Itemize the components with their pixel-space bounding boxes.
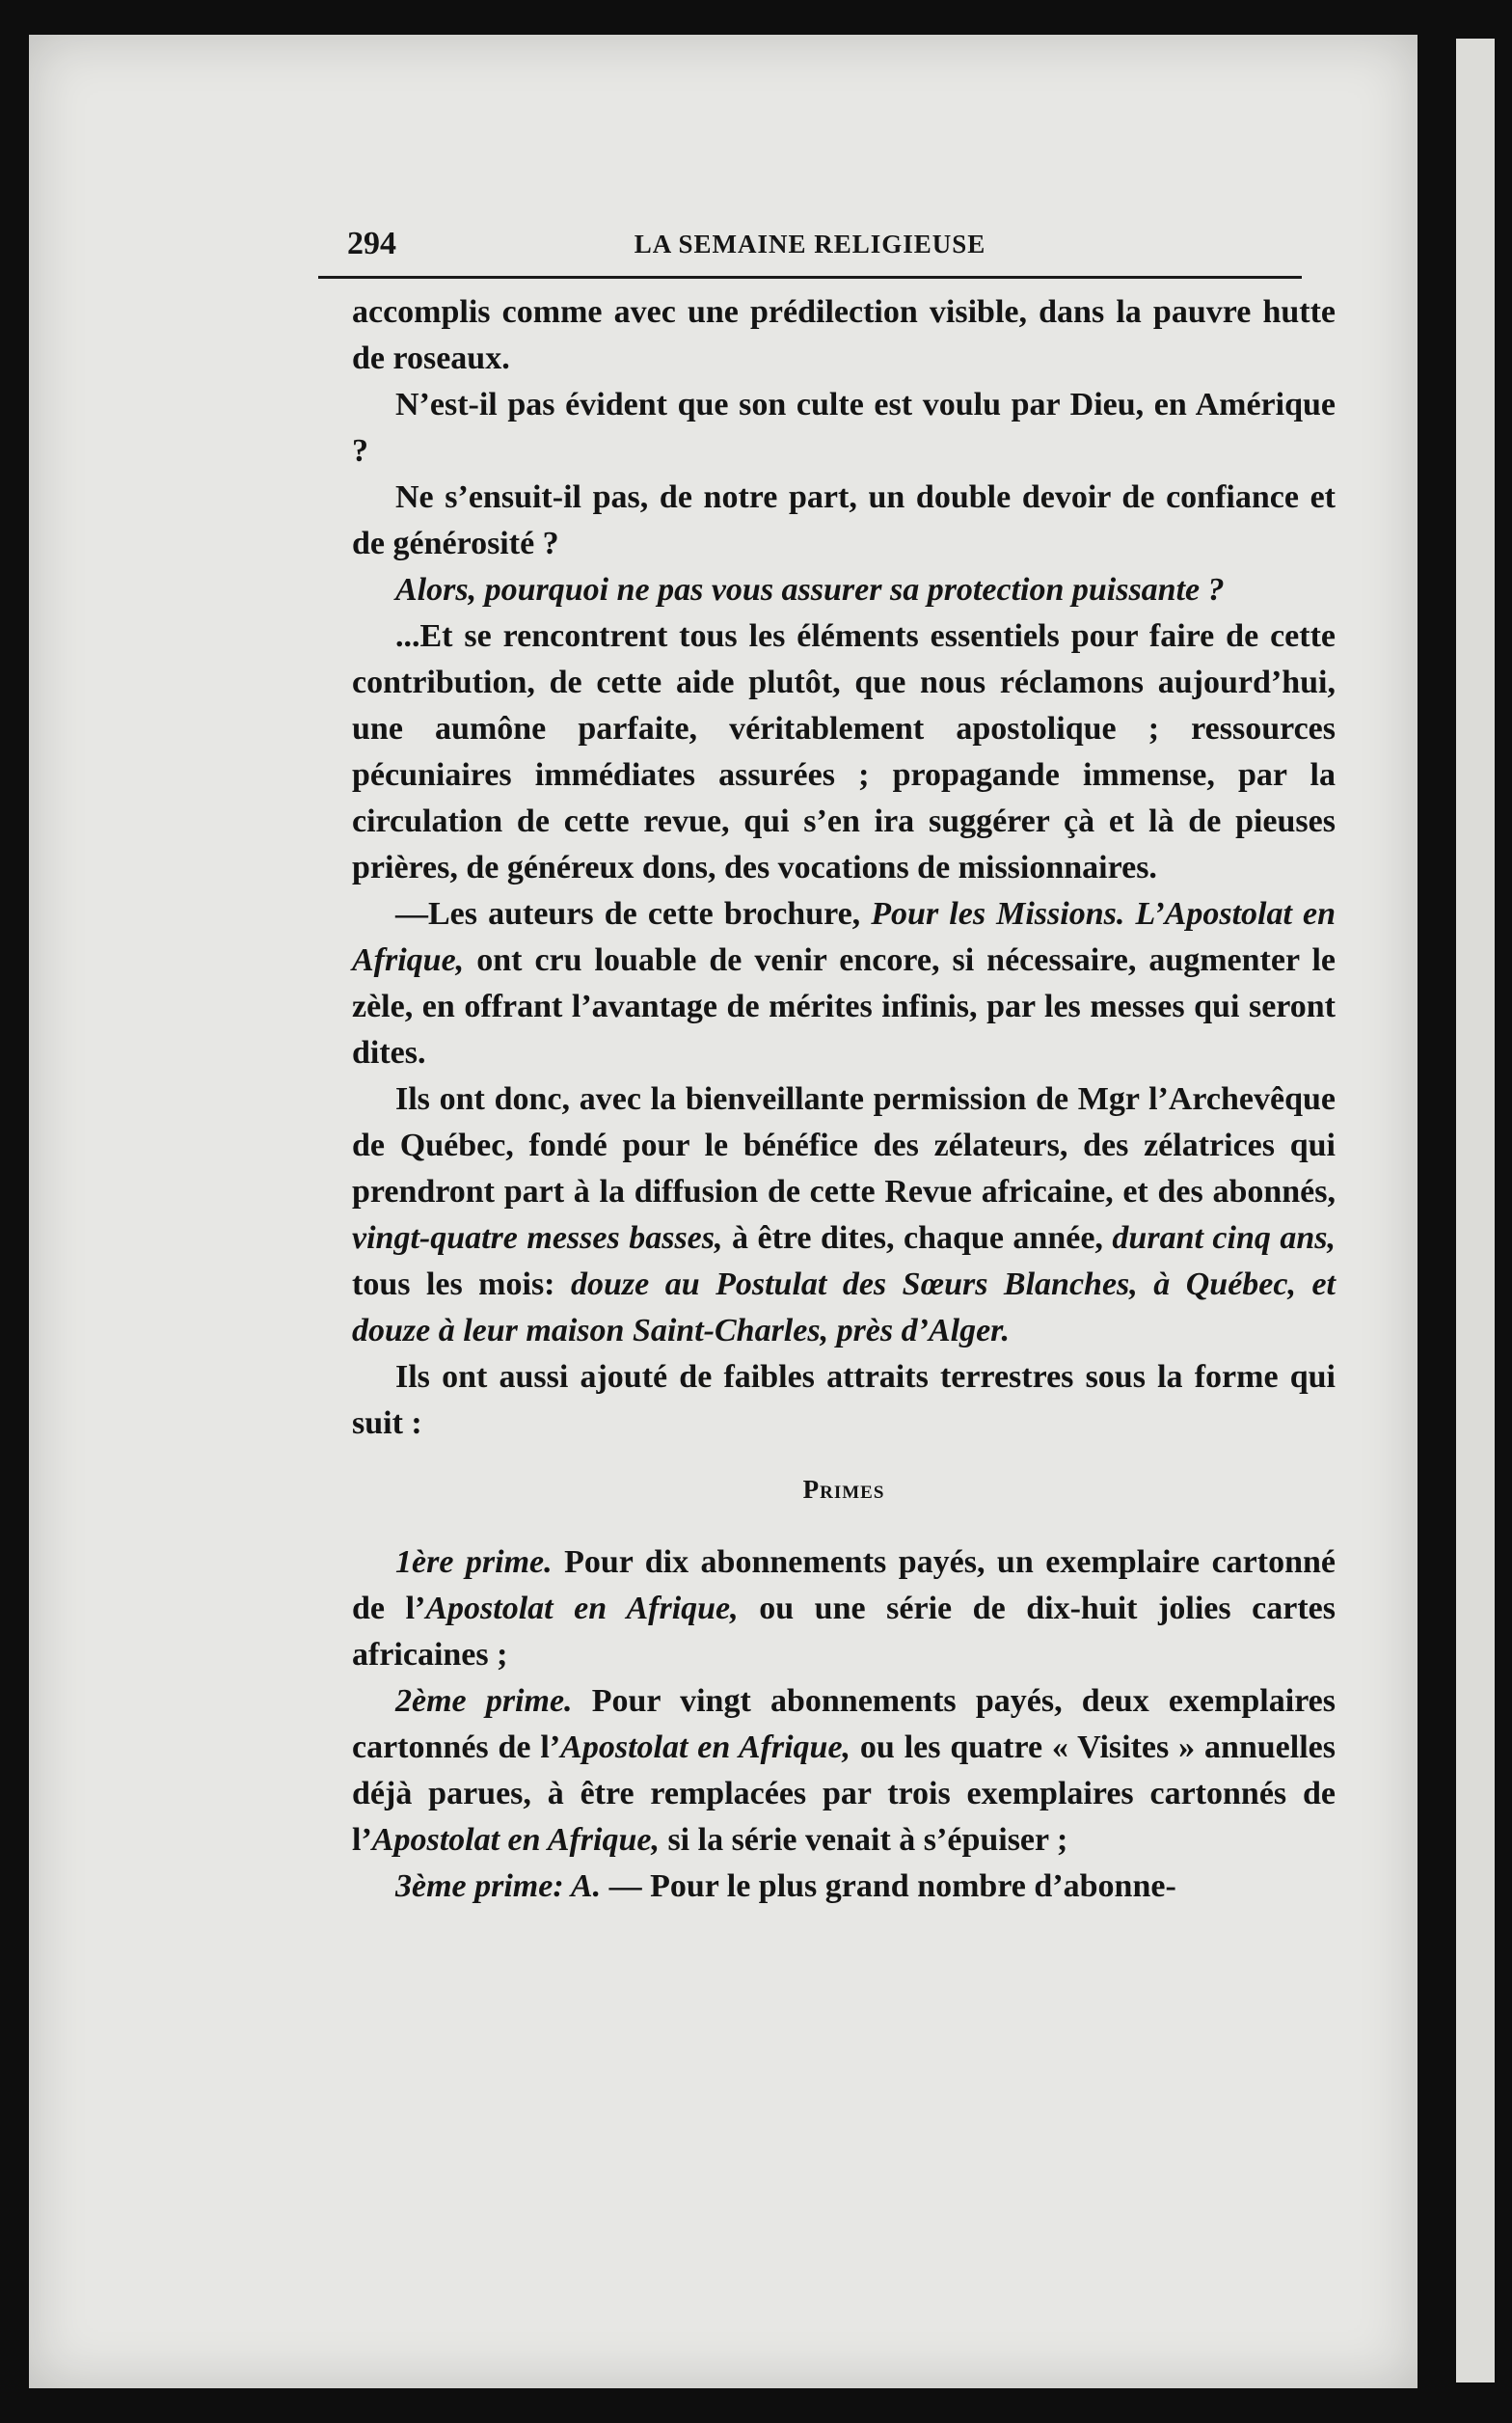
body-text: [352, 289, 1336, 1910]
prime-label: 3ème prime: A.: [395, 1868, 602, 1904]
paragraph-6: [352, 891, 1336, 1076]
text-span: si la série venait à s’épuiser ;: [659, 1822, 1068, 1858]
prime-3: [352, 1864, 1336, 1910]
section-heading: [352, 1466, 1336, 1512]
italic-span: Apostolat en Afrique,: [371, 1822, 660, 1858]
text-span: — Pour le plus grand nombre d’abonne-: [601, 1868, 1176, 1904]
adjacent-page-edge: [1456, 39, 1495, 2382]
paragraph-4: [352, 567, 1336, 613]
text-span: ou les quatre « Visites » annuelles déjà parues, à être remplacées par trois exemplaires cartonnés de l’: [352, 1729, 1336, 1858]
prime-1: [352, 1539, 1336, 1678]
text-span: Pour vingt abonnements payés, deux exemplaires cartonnés de l’: [352, 1683, 1336, 1765]
italic-span: vingt-quatre messes basses,: [352, 1220, 723, 1256]
text-span: ont cru louable de venir encore, si nécessaire, augmenter le zèle, en offrant l’avantage de mérites infinis, par les messes qui seront dites.: [352, 942, 1336, 1071]
text-span: à être dites, chaque année,: [722, 1220, 1113, 1256]
paragraph-5: ...Et se rencontrent tous les éléments essentiels pour faire de cette contribution, de cette aide plutôt, que nous réclamons aujourd’hui, une aumône parfaite, véritablement apostolique ; ressources pécuniaires immédiates assurées ; propagande immense, par la circulation de cette revue, qui s’en ira suggérer çà et là de pieuses prières, de généreux dons, des vocations de missionnaires.: [352, 618, 1336, 885]
italic-title: Pour les Missions. L’Apostolat en Afrique,: [352, 896, 1336, 978]
page-header: [318, 222, 1302, 279]
prime-2: [352, 1678, 1336, 1864]
paragraph-8: Ils ont aussi ajouté de faibles attraits terrestres sous la forme qui suit :: [352, 1359, 1336, 1441]
paragraph-3: Ne s’ensuit-il pas, de notre part, un double devoir de confiance et de générosité ?: [352, 479, 1336, 561]
italic-question: Alors, pourquoi ne pas vous assurer sa protection puissante ?: [395, 572, 1225, 608]
text-span: —Les auteurs de cette brochure,: [395, 896, 872, 932]
paragraph-7: [352, 1076, 1336, 1354]
prime-label: 1ère prime.: [395, 1544, 553, 1580]
italic-span: douze au Postulat des Sœurs Blanches, à Québec, et douze à leur maison Saint-Charles, près d’Alger.: [352, 1266, 1336, 1348]
italic-span: Apostolat en Afrique,: [560, 1729, 851, 1765]
italic-span: Apostolat en Afrique,: [425, 1591, 739, 1626]
text-span: ou une série de dix-huit jolies cartes africaines ;: [352, 1591, 1336, 1673]
running-title: LA SEMAINE RELIGIEUSE: [634, 230, 986, 259]
paragraph-1: accomplis comme avec une prédilection visible, dans la pauvre hutte de roseaux.: [352, 294, 1336, 376]
text-span: Ils ont donc, avec la bienveillante permission de Mgr l’Archevêque de Québec, fondé pour le bénéfice des zélateurs, des zélatrices qui prendront part à la diffusion de cette Revue africaine, et des abonnés,: [352, 1081, 1336, 1210]
italic-span: durant cinq ans,: [1112, 1220, 1336, 1256]
text-span: Pour dix abonnements payés, un exemplaire cartonné de l’: [352, 1544, 1336, 1626]
prime-label: 2ème prime.: [395, 1683, 573, 1719]
page-number: 294: [347, 226, 396, 261]
heading-text: Primes: [802, 1475, 885, 1504]
text-span: tous les mois:: [352, 1266, 571, 1302]
paragraph-2: N’est-il pas évident que son culte est voulu par Dieu, en Amérique ?: [352, 387, 1336, 469]
